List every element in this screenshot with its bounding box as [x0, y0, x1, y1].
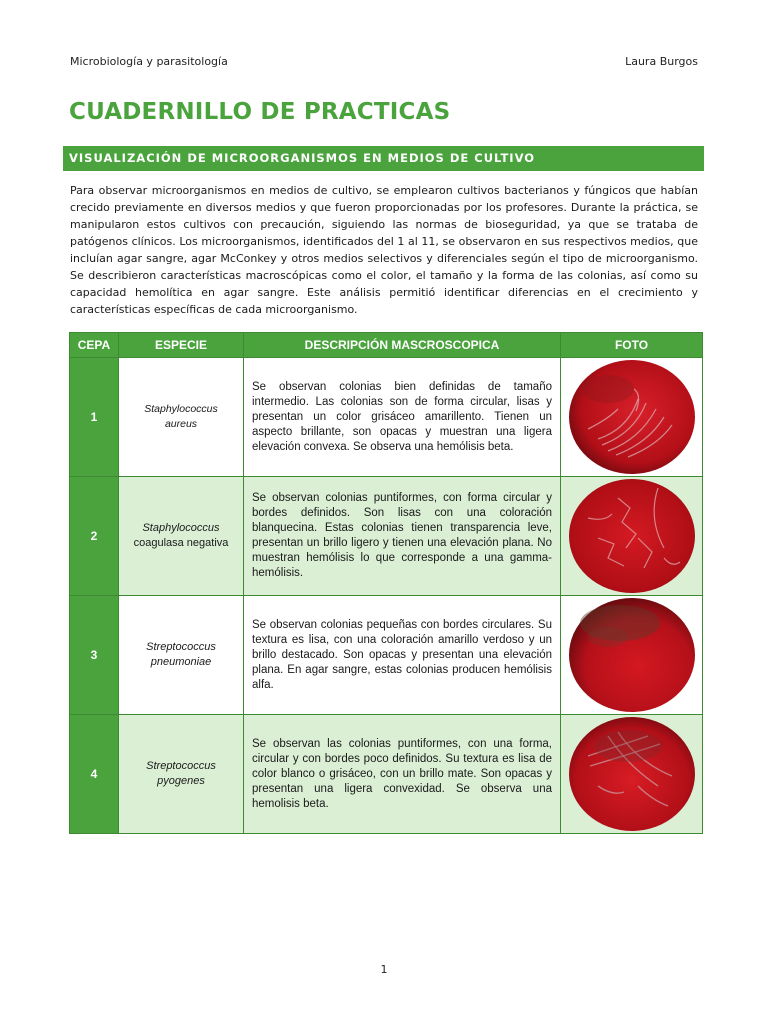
blood-agar-plate-photo	[568, 597, 696, 714]
column-header-especie: ESPECIE	[119, 333, 244, 358]
species-genus: Staphylococcus	[142, 522, 220, 534]
species-cell	[119, 715, 244, 834]
species-genus: Streptococcus	[146, 641, 216, 653]
species-epithet: aureus	[164, 418, 198, 430]
cepa-number: 2	[70, 477, 119, 596]
blood-agar-plate-photo	[568, 478, 696, 595]
cepa-number: 4	[70, 715, 119, 834]
species-genus: Streptococcus	[146, 760, 216, 772]
photo-cell	[561, 715, 703, 834]
table-row	[70, 596, 703, 715]
macroscopic-description: Se observan colonias bien definidas de tamaño intermedio. Las colonias son de forma circular, lisas y presentan un color grisáceo amarillento. Tienen un aspecto brillante, son opacas y muestran una ligera elevación convexa. Se observa una hemólisis beta.	[244, 358, 561, 477]
section-title-bar: VISUALIZACIÓN DE MICROORGANISMOS EN MEDIOS DE CULTIVO	[63, 146, 704, 171]
photo-cell	[561, 596, 703, 715]
species-epithet: coagulasa negativa	[133, 537, 229, 549]
blood-agar-plate-photo	[568, 716, 696, 833]
species-cell	[119, 358, 244, 477]
photo-cell	[561, 358, 703, 477]
table-row	[70, 477, 703, 596]
document-title: CUADERNILLO DE PRACTICAS	[69, 99, 451, 125]
page-number: 1	[380, 963, 388, 976]
blood-agar-plate-photo	[568, 359, 696, 476]
table-row	[70, 715, 703, 834]
species-epithet: pneumoniae	[150, 656, 212, 668]
table-header-row	[70, 333, 703, 358]
species-cell	[119, 596, 244, 715]
header-subject: Microbiología y parasitología	[70, 55, 228, 68]
culture-results-table	[69, 332, 703, 834]
column-header-descripcion: DESCRIPCIÓN MASCROSCOPICA	[244, 333, 561, 358]
column-header-foto: FOTO	[561, 333, 703, 358]
cepa-number: 3	[70, 596, 119, 715]
column-header-cepa: CEPA	[70, 333, 119, 358]
intro-paragraph: Para observar microorganismos en medios de cultivo, se emplearon cultivos bacterianos y fúngicos que habían crecido previamente en diversos medios y que fueron proporcionadas por los profesores. Durante la práctica, se manipularon estos cultivos con precaución, siguiendo las normas de bioseguridad, ya que se trataba de patógenos clínicos. Los microorganismos, identificados del 1 al 11, se observaron en sus respectivos medios, que incluían agar sangre, agar McConkey y otros medios selectivos y diferenciales según el tipo de microorganismo. Se describieron características macroscópicas como el color, el tamaño y la forma de las colonias, así como su capacidad hemolítica en agar sangre. Este análisis permitió identificar diferencias en el crecimiento y características específicas de cada microorganismo.	[70, 184, 698, 316]
species-cell	[119, 477, 244, 596]
macroscopic-description: Se observan las colonias puntiformes, con una forma, circular y con bordes poco definidos. Su textura es lisa de color blanco o grisáceo, con un brillo mate. Son opacas y presentan una ligera convexidad. Se observa una hemolisis beta.	[244, 715, 561, 834]
macroscopic-description: Se observan colonias puntiformes, con forma circular y bordes definidos. Son lisas con una coloración blanquecina. Estas colonias tienen transparencia leve, presentan un brillo ligero y tienen una elevación plana. No muestran hemólisis lo que corresponde a una gamma-hemólisis.	[244, 477, 561, 596]
header-author: Laura Burgos	[625, 55, 698, 68]
macroscopic-description: Se observan colonias pequeñas con bordes circulares. Su textura es lisa, con una coloración amarillo verdoso y un brillo destacado. Son opacas y presentan una elevación plana. En agar sangre, estas colonias producen hemólisis alfa.	[244, 596, 561, 715]
cepa-number: 1	[70, 358, 119, 477]
table-row	[70, 358, 703, 477]
species-genus: Staphylococcus	[144, 403, 218, 415]
species-epithet: pyogenes	[157, 775, 205, 787]
page-header	[70, 55, 698, 68]
photo-cell	[561, 477, 703, 596]
